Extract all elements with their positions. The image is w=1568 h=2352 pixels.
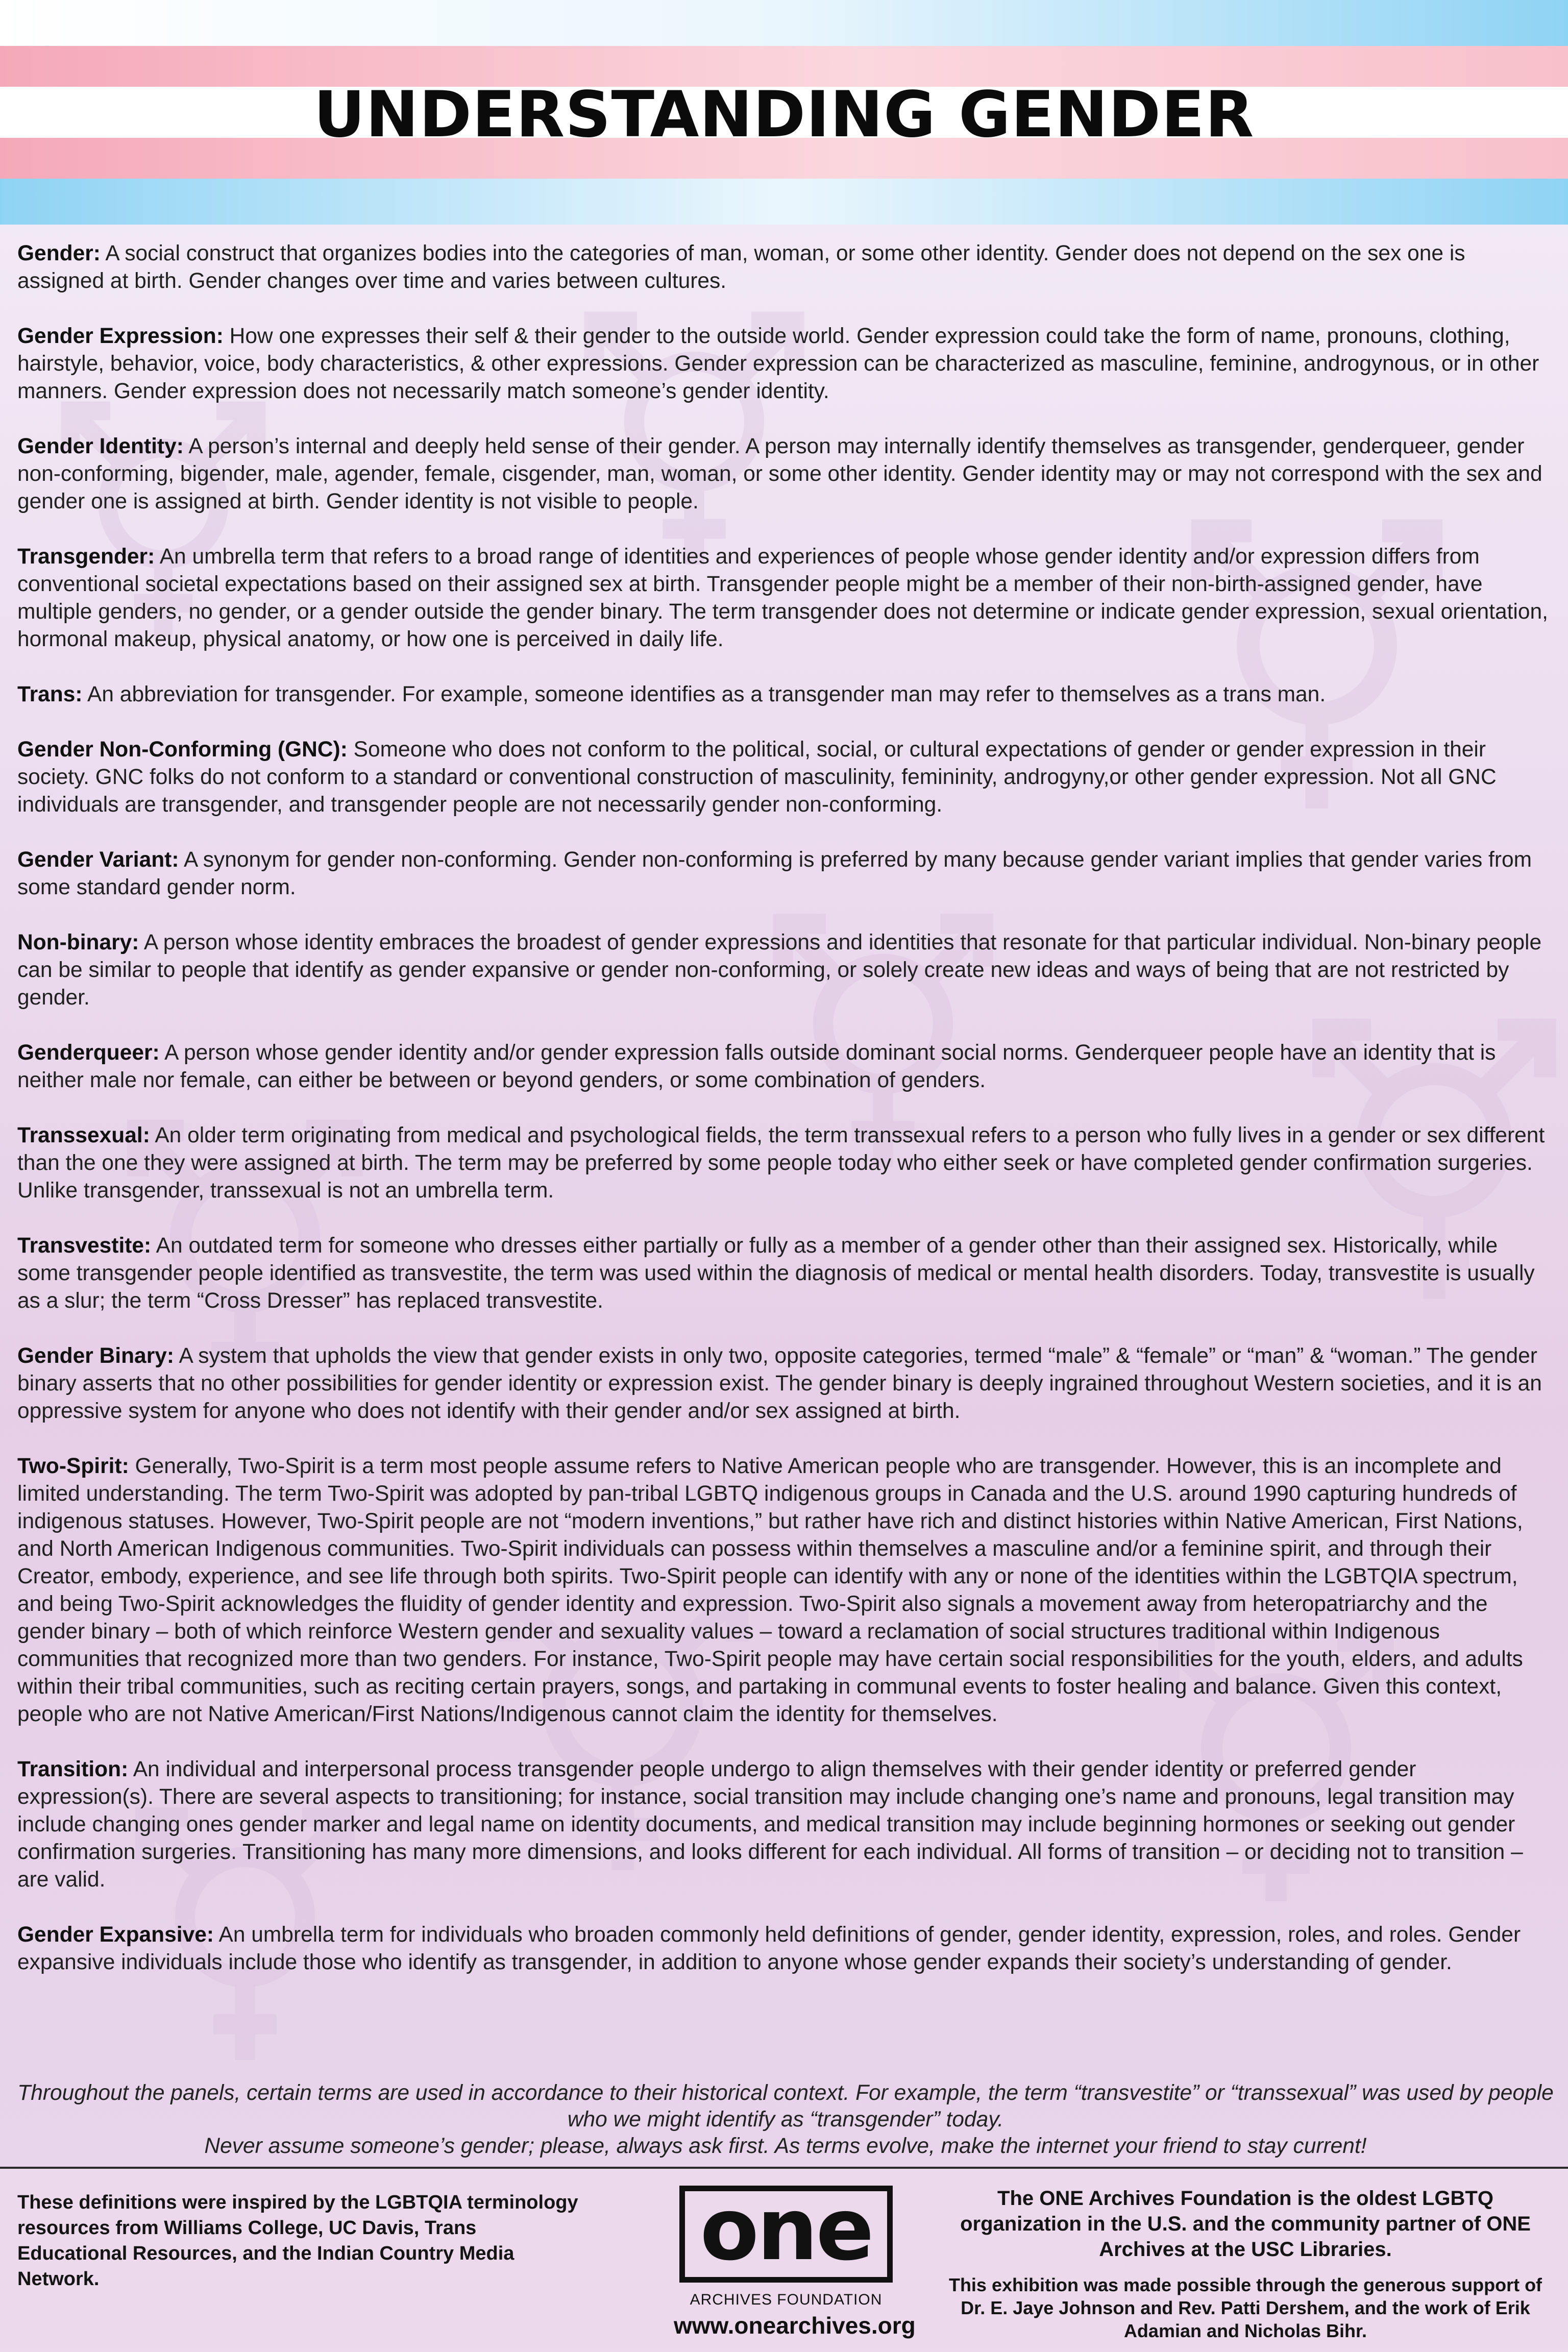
website-link[interactable]: www.onearchives.org <box>674 2312 916 2339</box>
definition-term: Gender Binary: <box>17 1344 175 1368</box>
definition-text: Generally, Two-Spirit is a term most people assume refers to Native American people who are transgender. However, this is an incomplete and limited understanding. The term Two-Spirit was adopted by pan-tribal LGBTQ indigenous groups in Canada and the U.S. around 1990 capturing hundreds of indigenous statuses. However, Two-Spirit people are not “modern inventions,” but rather have rich and distinct histories within Native American, First Nations, and North American Indigenous communities. Two-Spirit individuals can possess within themselves a masculine and/or a feminine spirit, and through their Creator, embody, experience, and see life through both spirits. Two-Spirit people can identify with any or none of the identities within the LGBTQIA spectrum, and being Two-Spirit acknowledges the fluidity of gender identity and expression. Two-Spirit also signals a movement away from heteropatriarchy and the gender binary – both of which reinforce Western gender and sexuality values – toward a reclamation of social structures traditional within Indigenous communities that recognized more than two genders. For instance, Two-Spirit people may have certain social responsibilities for the youth, elders, and adults within their tribal communities, such as reciting certain prayers, songs, and partaking in communal events to foster healing and balance. Given this context, people who are not Native American/First Nations/Indigenous cannot claim the identity for themselves. <box>17 1454 1523 1726</box>
definition-text: An outdated term for someone who dresses either partially or fully as a member of a gender other than their assigned sex. Historically, while some transgender people identified as transvestite, the term was used within the diagnosis of medical or mental health disorders. Today, transvestite is usually as a slur; the term “Cross Dresser” has replaced transvestite. <box>17 1234 1535 1313</box>
definition-term: Gender Expansive: <box>17 1923 214 1947</box>
definition-item <box>17 1232 1554 1315</box>
exhibition-support: This exhibition was made possible through the generous support of Dr. E. Jaye Johnson and Rev. Patti Dershem, and the work of Erik Adamian and Nicholas Bihr. <box>948 2274 1542 2341</box>
definition-text: Someone who does not conform to the political, social, or cultural expectations of gender or gender expression in their society. GNC folks do not conform to a standard or conventional construction of masculinity, femininity, androgyny,or other gender expression. Not all GNC individuals are transgender, and transgender people are not necessarily gender non-conforming. <box>17 738 1497 817</box>
definition-item <box>17 433 1554 516</box>
definition-term: Gender: <box>17 241 101 265</box>
definition-item <box>17 846 1554 901</box>
footer-credits: These definitions were inspired by the LGBTQIA terminology resources from Williams College, UC Davis, Trans Educational Resources, and the Indian Country Media Network. <box>17 2192 578 2290</box>
definition-text: A person whose identity embraces the broadest of gender expressions and identities that resonate for that particular individual. Non-binary people can be similar to people that identify as gender expansive or gender non-conforming, or solely create new ideas and ways of being that are not restricted by gender. <box>17 930 1542 1010</box>
definition-text: A person’s internal and deeply held sense of their gender. A person may internally identify themselves as transgender, genderqueer, gender non-conforming, bigender, male, agender, female, cisgender, man, woman, or some other identity. Gender identity may or may not correspond with the sex and gender one is assigned at birth. Gender identity is not visible to people. <box>17 434 1542 513</box>
definition-term: Transgender: <box>17 545 155 569</box>
definition-term: Transsexual: <box>17 1123 150 1147</box>
definition-text: An umbrella term for individuals who broaden commonly held definitions of gender, gender identity, expression, roles, and roles. Gender expansive individuals include those who identify as transgender, in addition to anyone whose gender expands their society’s understanding of gender. <box>17 1923 1521 1974</box>
definition-item <box>17 1039 1554 1094</box>
definition-text: An umbrella term that refers to a broad range of identities and experiences of people whose gender identity and/or expression differs from conventional societal expectations based on their assigned sex at birth. Transgender people might be a member of their non-birth-assigned gender, have multiple genders, no gender, or a gender outside the gender binary. The term transgender does not determine or indicate gender expression, sexual orientation, hormonal makeup, physical anatomy, or how one is perceived in daily life. <box>17 545 1548 651</box>
definition-term: Transvestite: <box>17 1234 152 1258</box>
definition-text: A person whose gender identity and/or gender expression falls outside dominant social norms. Genderqueer people have an identity that is neither male nor female, can either be between or beyond genders, or some combination of genders. <box>17 1041 1496 1092</box>
definition-text: An older term originating from medical and psychological fields, the term transsexual refers to a person who fully lives in a gender or sex different than the one they were assigned at birth. The term may be preferred by some people today who either seek or have completed gender confirmation surgeries. Unlike transgender, transsexual is not an umbrella term. <box>17 1123 1545 1203</box>
footer-about <box>939 2186 1552 2342</box>
definition-term: Two-Spirit: <box>17 1454 129 1478</box>
definition-item <box>17 681 1554 708</box>
one-archives-logo <box>674 2179 916 2340</box>
definition-term: Non-binary: <box>17 930 139 954</box>
definition-item <box>17 1453 1554 1728</box>
footer-divider <box>0 2167 1568 2169</box>
definition-item <box>17 240 1554 295</box>
definitions-list <box>17 240 1554 2004</box>
definition-text: An individual and interpersonal process transgender people undergo to align themselves with their gender identity or preferred gender expression(s). There are several aspects to transitioning; for instance, social transition may include changing one’s name and pronouns, legal transition may include changing ones gender marker and legal name on identity documents, and medical transition may include beginning hormones or seeking out gender confirmation surgeries. Transitioning has many more dimensions, and looks different for each individual. All forms of transition – or deciding not to transition – are valid. <box>17 1757 1523 1892</box>
definition-text: A social construct that organizes bodies into the categories of man, woman, or some other identity. Gender does not depend on the sex one is assigned at birth. Gender changes over time and varies between cultures. <box>17 241 1465 293</box>
definition-term: Trans: <box>17 682 83 706</box>
logo-box <box>679 2179 893 2283</box>
header-banner <box>0 0 1568 225</box>
definition-text: A synonym for gender non-conforming. Gender non-conforming is preferred by many because gender variant implies that gender varies from some standard gender norm. <box>17 848 1532 899</box>
definition-item <box>17 929 1554 1012</box>
definition-term: Genderqueer: <box>17 1041 160 1065</box>
definition-item <box>17 323 1554 405</box>
closing-note <box>17 2080 1554 2160</box>
logo-subtitle: ARCHIVES FOUNDATION <box>690 2291 883 2308</box>
flag-stripe-blue-bottom <box>0 179 1568 225</box>
definition-item <box>17 1756 1554 1894</box>
closing-note-advice: Never assume someone’s gender; please, always ask first. As terms evolve, make the internet your friend to stay current! <box>204 2134 1367 2158</box>
foundation-about: The ONE Archives Foundation is the oldest LGBTQ organization in the U.S. and the community partner of ONE Archives at the USC Libraries. <box>960 2187 1531 2261</box>
definition-term: Gender Variant: <box>17 848 179 872</box>
flag-stripe-blue-top <box>0 0 1568 46</box>
definition-text: A system that upholds the view that gender exists in only two, opposite categories, termed “male” & “female” or “man” & “woman.” The gender binary asserts that no other possibilities for gender identity or expression exist. The gender binary is deeply ingrained throughout Western societies, and it is an oppressive system for anyone who does not identify with their gender and/or sex assigned at birth. <box>17 1344 1542 1423</box>
definition-item <box>17 1921 1554 1976</box>
definition-text: An abbreviation for transgender. For example, someone identifies as a transgender man may refer to themselves as a trans man. <box>82 682 1326 706</box>
definition-item <box>17 1122 1554 1205</box>
definition-item <box>17 1342 1554 1425</box>
page-title: UNDERSTANDING GENDER <box>313 78 1255 152</box>
definition-item <box>17 543 1554 653</box>
definition-term: Gender Expression: <box>17 324 224 348</box>
closing-note-historical: Throughout the panels, certain terms are used in accordance to their historical context. For example, the term “transvestite” or “transsexual” was used by people who we might identify as “transgender” today. <box>17 2081 1554 2132</box>
definition-term: Gender Non-Conforming (GNC): <box>17 738 348 762</box>
logo-word: one <box>700 2179 872 2280</box>
definition-item <box>17 736 1554 819</box>
definition-text: How one expresses their self & their gender to the outside world. Gender expression could take the form of name, pronouns, clothing, hairstyle, behavior, voice, body characteristics, & other expressions. Gender expression can be characterized as masculine, feminine, androgynous, or in other manners. Gender expression does not necessarily match someone’s gender identity. <box>17 324 1539 403</box>
definition-term: Transition: <box>17 1757 129 1781</box>
definition-term: Gender Identity: <box>17 434 184 458</box>
